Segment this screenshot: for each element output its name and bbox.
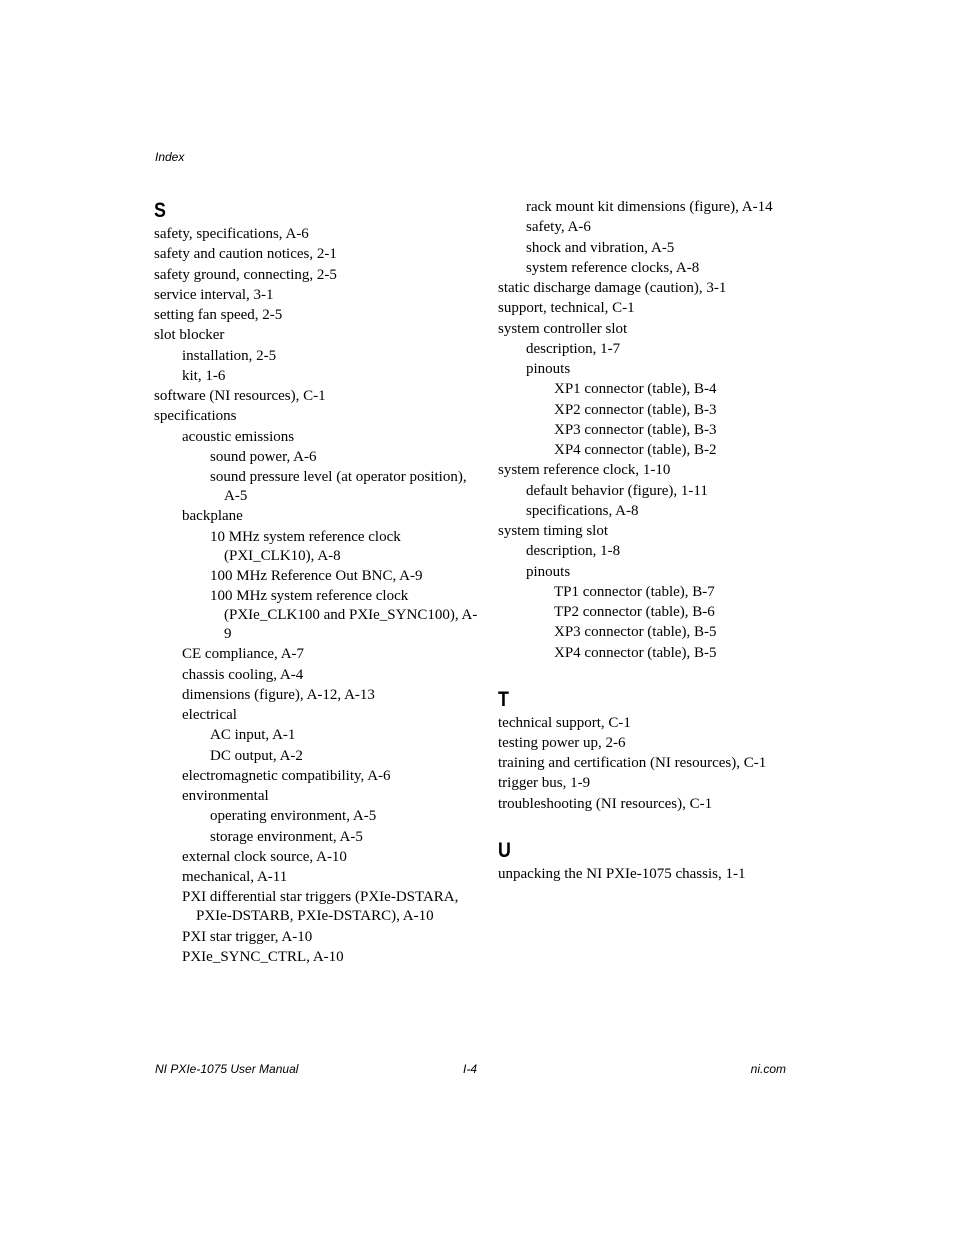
index-subentry: PXI differential star triggers (PXIe-DSTARA, PXIe-DSTARB, PXIe-DSTARC), A-10 [182, 889, 459, 925]
index-subentry: environmental [182, 788, 269, 804]
running-head: Index [155, 150, 185, 164]
footer-page-number: I-4 [463, 1062, 478, 1076]
index-subentry: XP3 connector (table), B-3 [554, 421, 717, 438]
index-column-right [498, 198, 828, 885]
index-subentry: external clock source, A-10 [182, 848, 347, 865]
index-subentry: shock and vibration, A-5 [526, 239, 675, 256]
index-section [498, 687, 828, 814]
index-section [498, 198, 828, 663]
index-subentry: CE compliance, A-7 [182, 646, 305, 663]
index-subentry: PXIe_SYNC_CTRL, A-10 [182, 948, 344, 965]
index-subentry: storage environment, A-5 [210, 828, 363, 845]
index-entry: testing power up, 2-6 [498, 734, 626, 751]
index-entry: software (NI resources), C-1 [154, 388, 326, 404]
index-subentry: safety, A-6 [526, 219, 591, 236]
index-subentry: XP1 connector (table), B-4 [554, 381, 717, 398]
index-subentry: chassis cooling, A-4 [182, 666, 304, 683]
index-subentry: XP2 connector (table), B-3 [554, 401, 717, 418]
index-subentry: kit, 1-6 [182, 367, 226, 384]
index-subentry: XP3 connector (table), B-5 [554, 624, 717, 641]
section-letter-heading: U [498, 838, 511, 862]
index-subentry: XP4 connector (table), B-2 [554, 442, 717, 458]
index-subentry: DC output, A-2 [210, 747, 303, 764]
index-subentry: pinouts [526, 361, 571, 377]
index-subentry: electrical [182, 707, 237, 723]
index-subentry: description, 1-8 [526, 543, 621, 560]
index-subentry: operating environment, A-5 [210, 808, 377, 825]
index-subentry: sound power, A-6 [210, 448, 317, 465]
index-entry: trigger bus, 1-9 [498, 775, 591, 792]
index-subentry: default behavior (figure), 1-11 [526, 482, 708, 499]
index-entry: troubleshooting (NI resources), C-1 [498, 795, 713, 812]
index-entry: service interval, 3-1 [154, 286, 274, 303]
section-letter-heading: S [154, 199, 166, 222]
index-entry: safety, specifications, A-6 [154, 226, 309, 242]
index-subentry: 100 MHz system reference clock (PXIe_CLK100 and PXIe_SYNC100), A-9 [210, 588, 478, 642]
index-section [154, 198, 484, 967]
index-subentry: 100 MHz Reference Out BNC, A-9 [210, 567, 423, 584]
section-letter-heading: T [498, 687, 509, 711]
index-subentry: pinouts [526, 563, 571, 580]
index-subentry: dimensions (figure), A-12, A-13 [182, 686, 375, 703]
index-entry: slot blocker [154, 327, 225, 344]
footer-website: ni.com [750, 1062, 786, 1076]
index-entry: specifications [154, 408, 237, 425]
index-entry: safety and caution notices, 2-1 [154, 246, 337, 263]
index-entry: unpacking the NI PXIe-1075 chassis, 1-1 [498, 865, 746, 882]
index-subentry: AC input, A-1 [210, 727, 296, 744]
index-subentry: specifications, A-8 [526, 502, 639, 519]
index-subentry: acoustic emissions [182, 428, 295, 445]
index-section [498, 838, 828, 884]
index-subentry: TP1 connector (table), B-7 [554, 583, 715, 600]
index-entry: technical support, C-1 [498, 714, 631, 731]
index-subentry: sound pressure level (at operator position), A-5 [210, 469, 467, 504]
index-subentry: rack mount kit dimensions (figure), A-14 [526, 199, 773, 215]
index-entry: static discharge damage (caution), 3-1 [498, 280, 727, 296]
index-entry: setting fan speed, 2-5 [154, 307, 283, 323]
index-subentry: mechanical, A-11 [182, 869, 288, 885]
index-entry: system timing slot [498, 523, 609, 539]
footer-manual-title: NI PXIe-1075 User Manual [155, 1062, 299, 1076]
index-subentry: XP4 connector (table), B-5 [554, 644, 717, 661]
index-entry: safety ground, connecting, 2-5 [154, 266, 337, 283]
index-subentry: electromagnetic compatibility, A-6 [182, 767, 391, 784]
index-entry: system controller slot [498, 320, 628, 337]
index-entry: training and certification (NI resources), C-1 [498, 755, 767, 771]
index-subentry: 10 MHz system reference clock (PXI_CLK10), A-8 [210, 528, 401, 564]
index-entry: support, technical, C-1 [498, 300, 635, 317]
index-subentry: PXI star trigger, A-10 [182, 928, 313, 945]
index-entry: system reference clock, 1-10 [498, 462, 671, 479]
index-subentry: installation, 2-5 [182, 347, 277, 364]
index-subentry: description, 1-7 [526, 340, 621, 357]
index-subentry: backplane [182, 508, 243, 525]
index-subentry: system reference clocks, A-8 [526, 259, 700, 276]
index-subentry: TP2 connector (table), B-6 [554, 604, 715, 620]
index-column-left [154, 198, 484, 968]
